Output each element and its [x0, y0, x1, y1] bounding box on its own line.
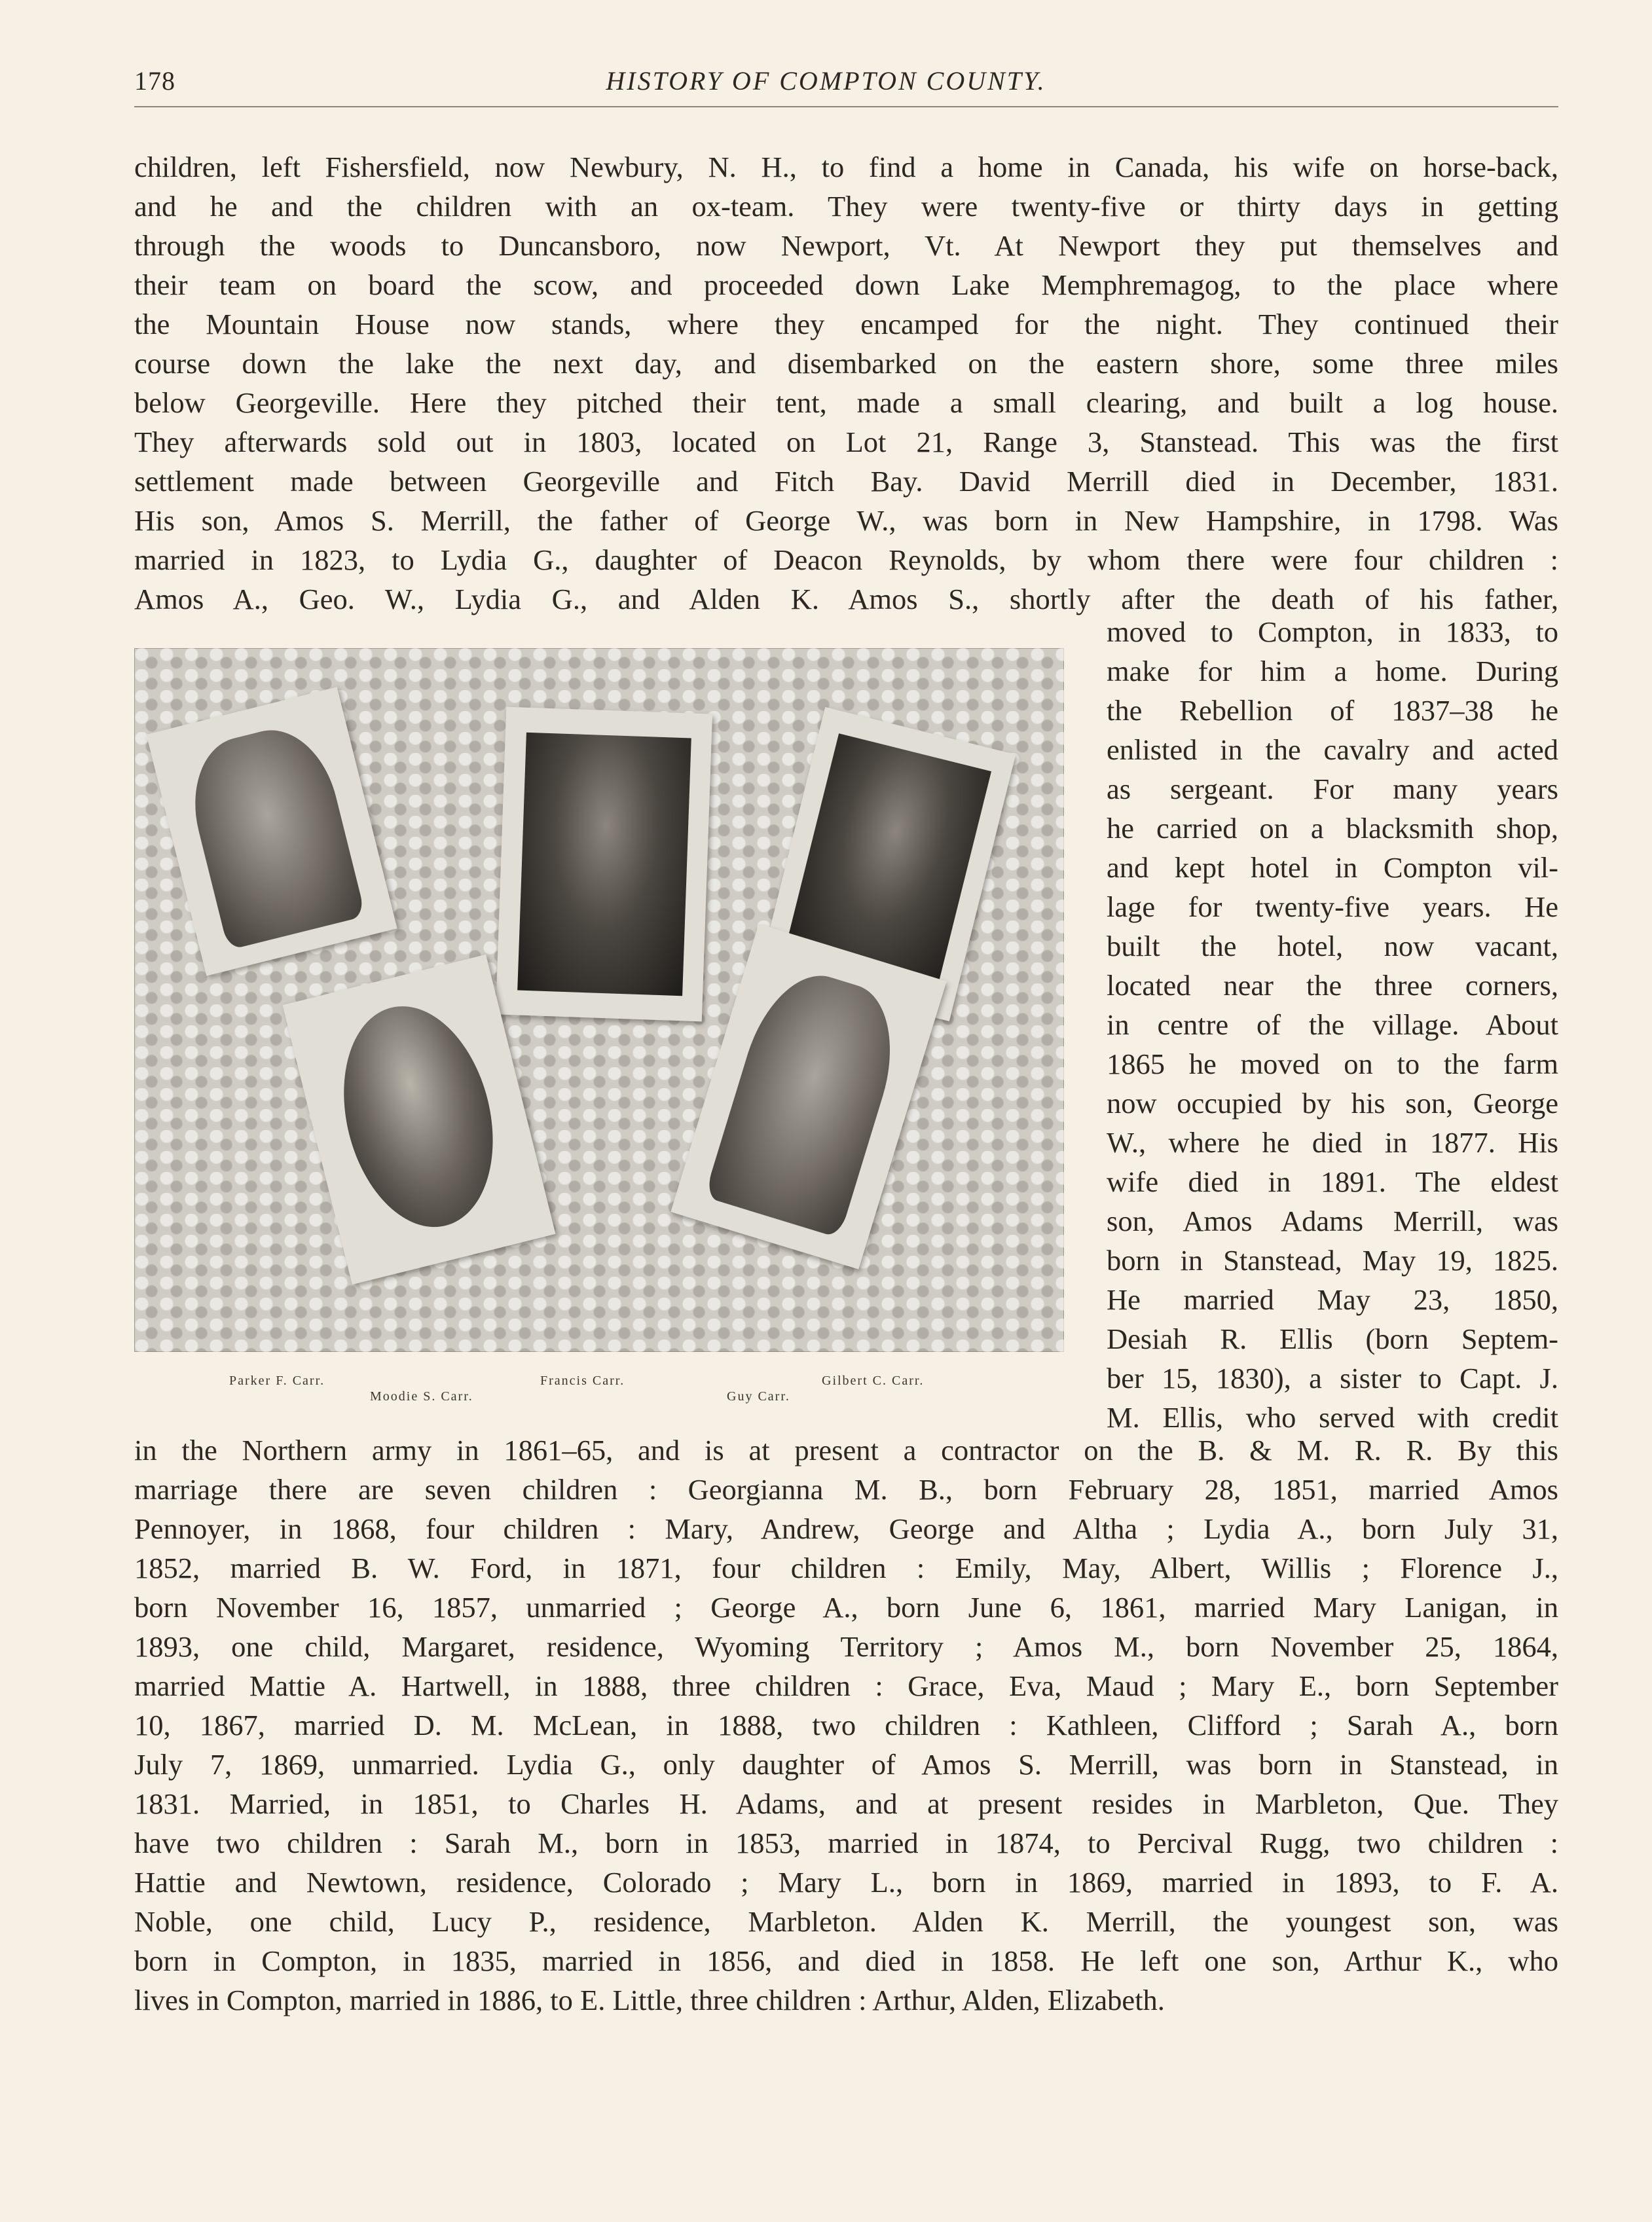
text-line: 1893, one child, Margaret, residence, Wyoming Territory ; Amos M., born November 25, 1864,	[134, 1630, 1558, 1663]
text-line: ber 15, 1830), a sister to Capt. J.	[1107, 1362, 1558, 1394]
text-line: Noble, one child, Lucy P., residence, Marbleton. Alden K. Merrill, the youngest son, was	[134, 1905, 1558, 1938]
text-line: lage for twenty-five years. He	[1107, 890, 1558, 923]
text-line: built the hotel, now vacant,	[1107, 930, 1558, 962]
text-line: married Mattie A. Hartwell, in 1888, three children : Grace, Eva, Maud ; Mary E., born September	[134, 1669, 1558, 1702]
text-line: 1852, married B. W. Ford, in 1871, four children : Emily, May, Albert, Willis ; Florence J.,	[134, 1552, 1558, 1584]
text-line: His son, Amos S. Merrill, the father of George W., was born in New Hampshire, in 1798. Was	[134, 504, 1558, 537]
text-line: 10, 1867, married D. M. McLean, in 1888, two children : Kathleen, Clifford ; Sarah A., born	[134, 1709, 1558, 1741]
text-line: Desiah R. Ellis (born Septem-	[1107, 1322, 1558, 1355]
text-line: the Mountain House now stands, where they encamped for the night. They continued their	[134, 308, 1558, 340]
text-line: he carried on a blacksmith shop,	[1107, 812, 1558, 845]
text-line: W., where he died in 1877. His	[1107, 1126, 1558, 1159]
caption-francis: Francis Carr.	[540, 1374, 625, 1388]
text-line: course down the lake the next day, and disembarked on the eastern shore, some three miles	[134, 347, 1558, 380]
text-line: wife died in 1891. The eldest	[1107, 1165, 1558, 1198]
text-line: and kept hotel in Compton vil-	[1107, 851, 1558, 884]
text-line: born in Stanstead, May 19, 1825.	[1107, 1244, 1558, 1277]
text-line: son, Amos Adams Merrill, was	[1107, 1205, 1558, 1237]
text-line: 1865 he moved on to the farm	[1107, 1047, 1558, 1080]
running-head: HISTORY OF COMPTON COUNTY.	[606, 66, 1046, 96]
text-line: and he and the children with an ox-team. They were twenty-five or thirty days in getting	[134, 190, 1558, 223]
text-line: as sergeant. For many years	[1107, 773, 1558, 805]
text-line: lives in Compton, married in 1886, to E. Little, three children : Arthur, Alden, Elizabeth.	[134, 1984, 1165, 2016]
caption-gilbert: Gilbert C. Carr.	[822, 1374, 925, 1388]
page-number: 178	[134, 66, 175, 96]
caption-moodie: Moodie S. Carr.	[370, 1389, 473, 1404]
text-line: in the Northern army in 1861–65, and is at present a contractor on the B. & M. R. R. By this	[134, 1434, 1558, 1466]
text-line: through the woods to Duncansboro, now Newport, Vt. At Newport they put themselves and	[134, 229, 1558, 262]
portrait-plate	[134, 648, 1064, 1352]
text-line: 1831. Married, in 1851, to Charles H. Adams, and at present resides in Marbleton, Que. They	[134, 1787, 1558, 1820]
text-line: the Rebellion of 1837–38 he	[1107, 694, 1558, 727]
text-line: moved to Compton, in 1833, to	[1107, 615, 1558, 648]
text-line: in centre of the village. About	[1107, 1008, 1558, 1041]
text-line: enlisted in the cavalry and acted	[1107, 733, 1558, 766]
text-line: below Georgeville. Here they pitched their tent, made a small clearing, and built a log house.	[134, 386, 1558, 419]
photo-francis-carr	[496, 707, 712, 1022]
text-line: make for him a home. During	[1107, 655, 1558, 687]
text-line: settlement made between Georgeville and Fitch Bay. David Merrill died in December, 1831.	[134, 465, 1558, 498]
text-line: now occupied by his son, George	[1107, 1087, 1558, 1120]
caption-parker: Parker F. Carr.	[229, 1374, 325, 1388]
text-line: married in 1823, to Lydia G., daughter of Deacon Reynolds, by whom there were four children :	[134, 543, 1558, 576]
text-line: July 7, 1869, unmarried. Lydia G., only daughter of Amos S. Merrill, was born in Stanstead, in	[134, 1748, 1558, 1781]
photo-parker-carr	[146, 687, 397, 975]
text-line: Hattie and Newtown, residence, Colorado ; Mary L., born in 1869, married in 1893, to F. A.	[134, 1866, 1558, 1899]
photo-guy-carr	[670, 924, 946, 1269]
caption-guy: Guy Carr.	[727, 1389, 790, 1404]
text-line: Amos A., Geo. W., Lydia G., and Alden K. Amos S., shortly after the death of his father,	[134, 583, 1558, 615]
portrait-image	[179, 718, 365, 950]
portrait-image	[517, 732, 691, 996]
text-line: located near the three corners,	[1107, 969, 1558, 1002]
text-line: M. Ellis, who served with credit	[1107, 1401, 1558, 1434]
header-rule	[134, 106, 1558, 107]
text-line: born November 16, 1857, unmarried ; George A., born June 6, 1861, married Mary Lanigan, in	[134, 1591, 1558, 1624]
text-line: Pennoyer, in 1868, four children : Mary, Andrew, George and Altha ; Lydia A., born July 31,	[134, 1512, 1558, 1545]
text-line: They afterwards sold out in 1803, located on Lot 21, Range 3, Stanstead. This was the first	[134, 426, 1558, 458]
text-line: children, left Fishersfield, now Newbury, N. H., to find a home in Canada, his wife on horse-back,	[134, 151, 1558, 183]
text-line: have two children : Sarah M., born in 1853, married in 1874, to Percival Rugg, two children :	[134, 1827, 1558, 1859]
text-line: marriage there are seven children : Georgianna M. B., born February 28, 1851, married Amos	[134, 1473, 1558, 1506]
portrait-image	[322, 991, 515, 1243]
text-line: their team on board the scow, and proceeded down Lake Memphremagog, to the place where	[134, 268, 1558, 301]
portrait-image	[704, 960, 911, 1238]
text-line: He married May 23, 1850,	[1107, 1283, 1558, 1316]
text-line: born in Compton, in 1835, married in 1856, and died in 1858. He left one son, Arthur K., who	[134, 1944, 1558, 1977]
